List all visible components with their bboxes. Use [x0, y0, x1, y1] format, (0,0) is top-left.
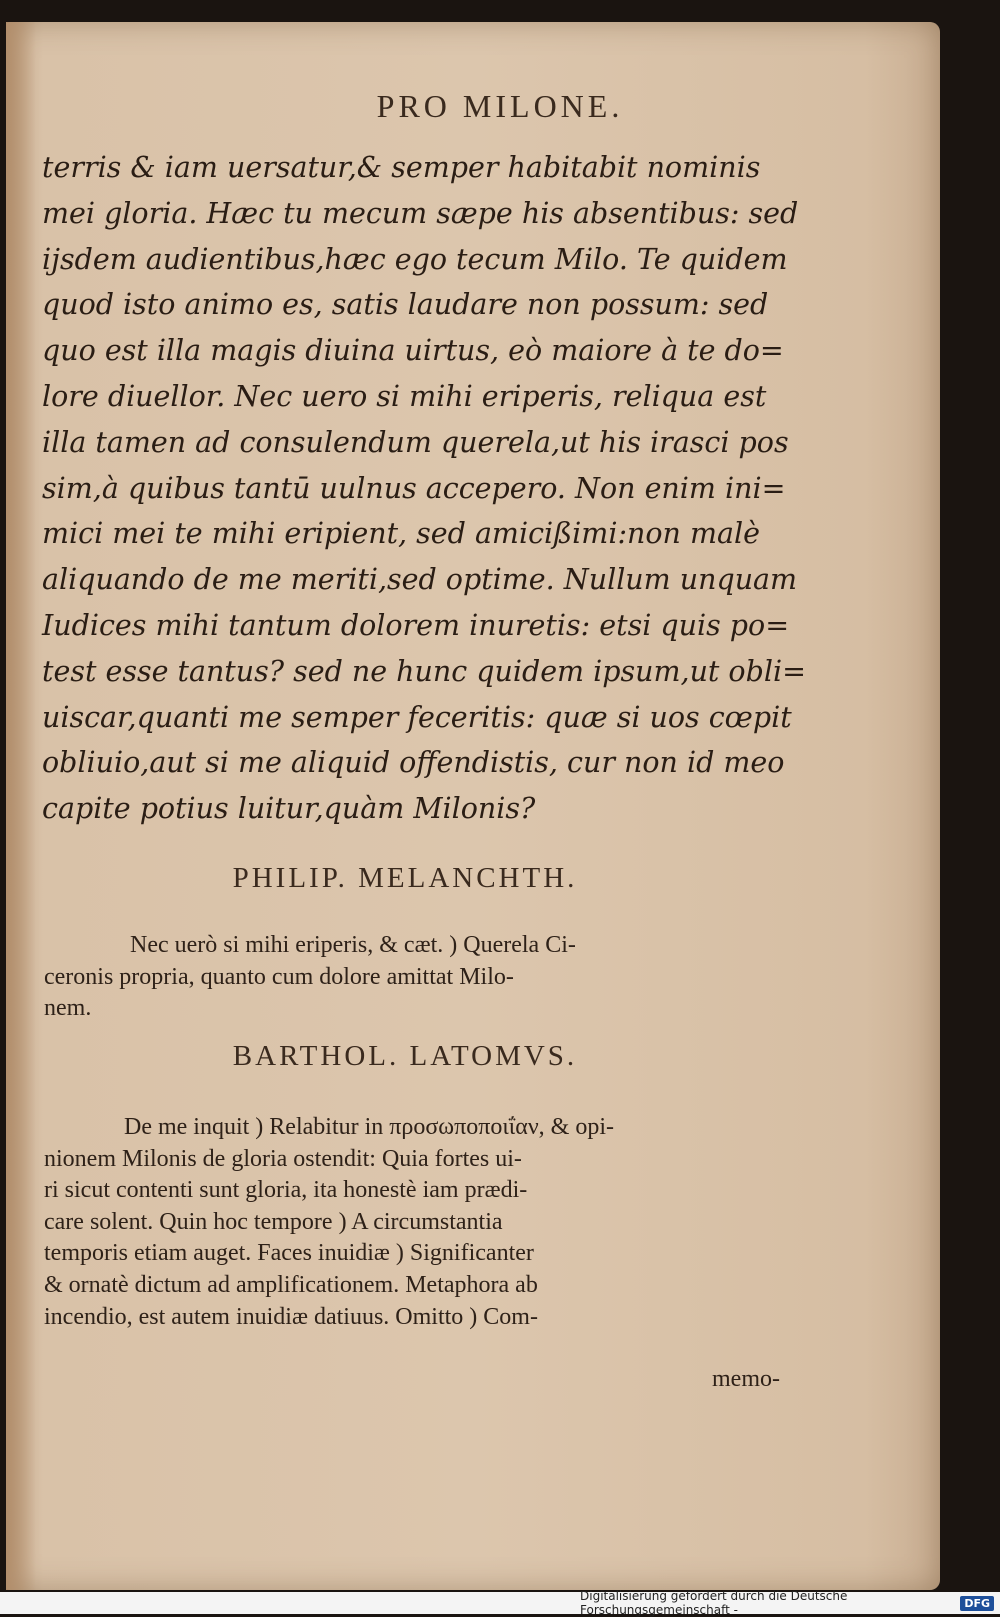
text-line: obliuio,aut si me aliquid offendistis, cur non id meo: [42, 746, 785, 780]
commentary-line: De me inquit ) Relabitur in προσωποποιΐαν, & opi-: [124, 1114, 615, 1140]
text-line: uiscar,quanti me semper feceritis: quæ si uos cœpit: [42, 700, 792, 734]
page-spine-shadow: [6, 22, 36, 1590]
commentary-line: & ornatè dictum ad amplificationem. Metaphora ab: [44, 1271, 538, 1298]
text-line: quo est illa magis diuina uirtus, eò maiore à te do=: [42, 334, 784, 368]
commentary-line: ceronis propria, quanto cum dolore amittat Milo-: [44, 963, 514, 990]
text-line: aliquando de me meriti,sed optime. Nullum unquam: [42, 563, 798, 597]
commentary-latomus: [44, 1112, 774, 1333]
commentary-line: nionem Milonis de gloria ostendit: Quia fortes ui-: [44, 1145, 522, 1172]
dfg-logo-icon: DFG: [960, 1596, 994, 1611]
text-line: capite potius luitur,quàm Milonis?: [42, 792, 536, 826]
text-line: Iudices mihi tantum dolorem inuretis: etsi quis po=: [42, 608, 790, 642]
text-line: lore diuellor. Nec uero si mihi eriperis, reliqua est: [42, 379, 767, 413]
commentary-melanchthon: [44, 930, 774, 1025]
commentary-line: temporis etiam auget. Faces inuidiæ ) Significanter: [44, 1240, 534, 1267]
text-line: sim,à quibus tantū uulnus accepero. Non enim ini=: [42, 471, 786, 505]
text-line: mei gloria. Hæc tu mecum sæpe his absentibus: sed: [42, 196, 799, 230]
text-line: mici mei te mihi eripient, sed amicißimi:non malè: [42, 517, 760, 551]
running-head: PRO MILONE.: [376, 88, 624, 124]
section-heading-latomus: BARTHOL. LATOMVS.: [232, 1040, 578, 1072]
digitization-footer: [580, 1589, 1000, 1617]
commentary-line: nem.: [44, 995, 92, 1022]
commentary-line: care solent. Quin hoc tempore ) A circumstantia: [44, 1208, 503, 1235]
text-line: test esse tantus? sed ne hunc quidem ipsum,ut obli=: [42, 654, 806, 688]
commentary-line: ri sicut contenti sunt gloria, ita honestè iam prædi-: [44, 1177, 528, 1204]
text-line: illa tamen ad consulendum querela,ut his irasci pos: [42, 425, 789, 459]
text-line: terris & iam uersatur,& semper habitabit nominis: [42, 151, 761, 184]
commentary-line: incendio, est autem inuidiæ datiuus. Omitto ) Com-: [44, 1303, 538, 1330]
section-heading-melanchthon: PHILIP. MELANCHTH.: [232, 862, 578, 894]
text-line: ijsdem audientibus,hæc ego tecum Milo. Te quidem: [42, 242, 788, 276]
text-line: quod isto animo es, satis laudare non possum: sed: [42, 288, 769, 322]
catchword: memo-: [712, 1366, 780, 1392]
main-text-block: [42, 145, 806, 832]
footer-text: Digitalisierung gefördert durch die Deutsche Forschungsgemeinschaft -: [580, 1589, 848, 1617]
commentary-line: Nec uerò si mihi eriperis, & cæt. ) Querela Ci-: [130, 932, 576, 958]
